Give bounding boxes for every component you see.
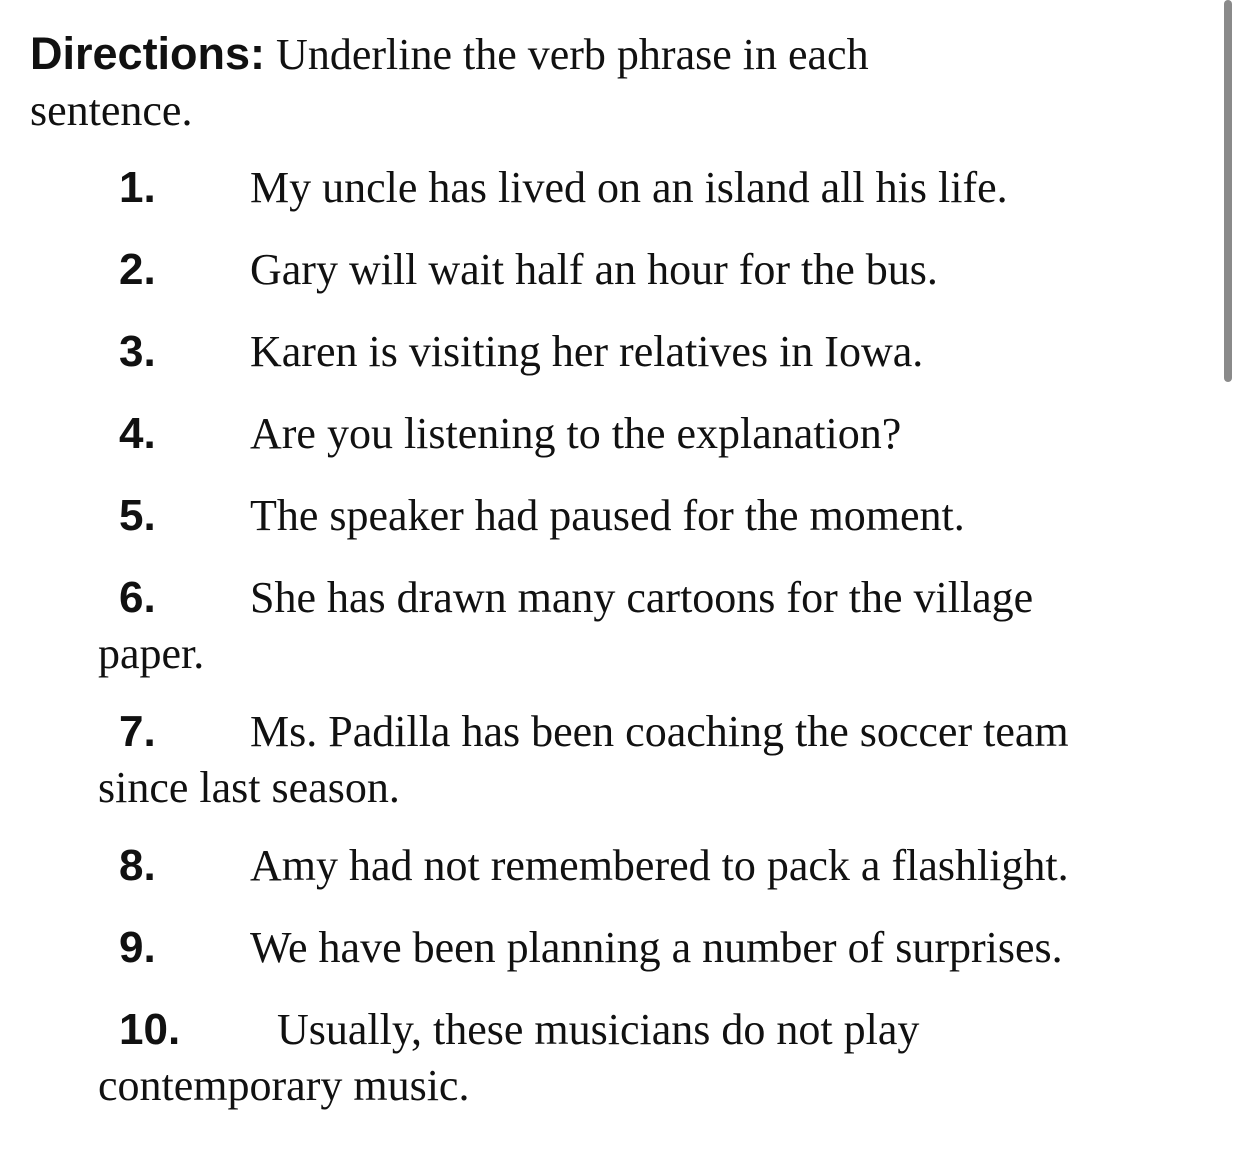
item-number: 1. <box>119 163 156 212</box>
item-number: 10. <box>119 1005 181 1054</box>
item-sentence-continued: since last season. <box>98 763 400 812</box>
item-sentence: Ms. Padilla has been coaching the soccer team <box>250 707 1069 756</box>
item-number: 8. <box>119 841 156 890</box>
item-sentence: Amy had not remembered to pack a flashlight. <box>250 841 1069 890</box>
item-sentence: My uncle has lived on an island all his life. <box>250 163 1008 212</box>
directions-label: Directions: <box>30 28 266 79</box>
item-sentence: Karen is visiting her relatives in Iowa. <box>250 327 924 376</box>
item-number: 3. <box>119 327 156 376</box>
item-number: 2. <box>119 245 156 294</box>
item-sentence: Are you listening to the explanation? <box>250 409 902 458</box>
item-sentence: Usually, these musicians do not play <box>277 1005 920 1054</box>
item-number: 5. <box>119 491 156 540</box>
item-sentence-continued: paper. <box>98 629 205 678</box>
item-number: 7. <box>119 707 156 756</box>
item-number: 6. <box>119 573 156 622</box>
directions-text-wrap: sentence. <box>30 86 193 135</box>
directions-paragraph <box>30 26 1030 139</box>
item-sentence: The speaker had paused for the moment. <box>250 491 965 540</box>
vertical-scrollbar[interactable] <box>1224 0 1232 382</box>
item-sentence: We have been planning a number of surprises. <box>250 923 1063 972</box>
item-number: 9. <box>119 923 156 972</box>
item-sentence: She has drawn many cartoons for the village <box>250 573 1034 622</box>
item-sentence: Gary will wait half an hour for the bus. <box>250 245 938 294</box>
directions-text: Underline the verb phrase in each <box>265 30 869 79</box>
item-sentence-continued: contemporary music. <box>98 1061 470 1110</box>
item-number: 4. <box>119 409 156 458</box>
